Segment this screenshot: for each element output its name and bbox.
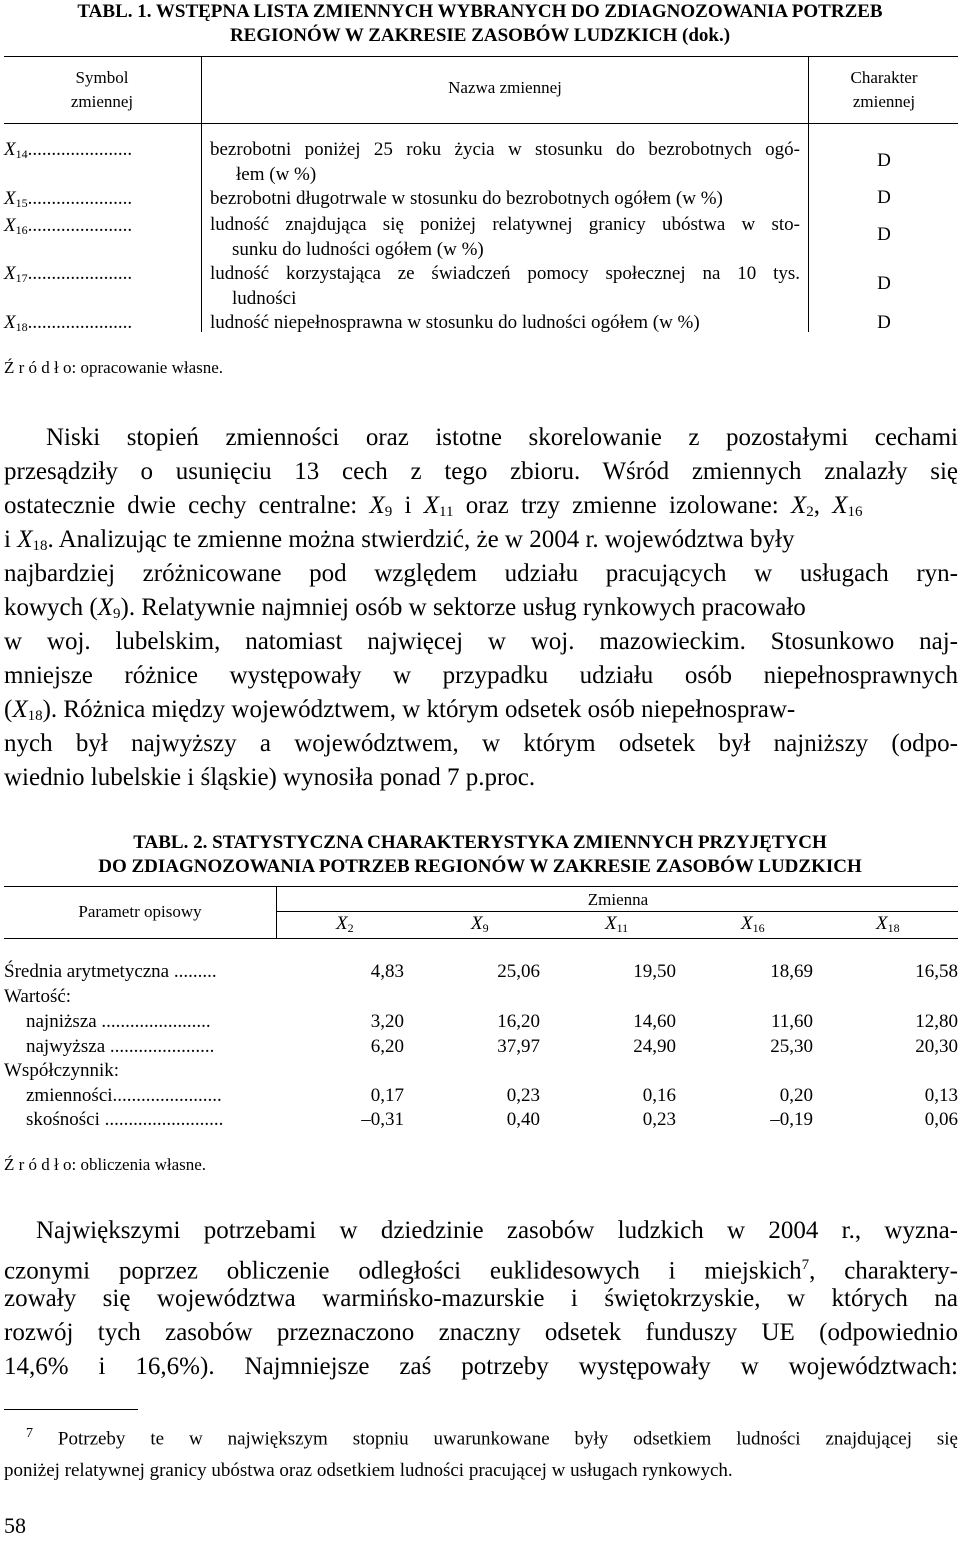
table1-top-rule — [4, 56, 958, 57]
table1-row-symbol — [4, 187, 132, 215]
var-letter: X — [4, 312, 16, 333]
var-letter: X — [17, 526, 33, 553]
table1-title-line2: REGIONÓW W ZAKRESIE ZASOBÓW LUDZKICH (dok.) — [229, 25, 731, 46]
paragraph2-line: 14,6% i 16,6%). Najmniejsze zaś potrzeby występowały w województwach: — [4, 1353, 958, 1380]
table1-row-character: D — [877, 312, 891, 333]
table2-source: Ź r ó d ł o: obliczenia własne. — [4, 1155, 207, 1174]
table2-cell: 11,60 — [770, 1011, 813, 1032]
table1-row-symbol — [4, 262, 132, 290]
leader-dots: ...................... — [27, 312, 133, 333]
var-letter: X — [4, 139, 16, 160]
table2-cell: 6,20 — [370, 1036, 404, 1057]
var-letter: X — [369, 492, 385, 519]
paragraph2-line: zowały się województwa warmińsko-mazurskie i świętokrzyskie, w których na — [4, 1285, 958, 1312]
table2-row-label: najwyższa ...................... — [26, 1036, 215, 1057]
paragraph1-line: nych był najwyższy a województwem, w którym odsetek był najniższy (odpo- — [4, 730, 958, 757]
leader-dots: ...................... — [27, 139, 133, 160]
table2-column-header — [471, 912, 489, 940]
name-line2: ludności — [232, 288, 297, 309]
var-letter: X — [605, 913, 617, 934]
table2-cell: 24,90 — [633, 1036, 676, 1057]
table2-column-header — [605, 912, 628, 940]
header-char-line1: Charakter — [850, 68, 918, 87]
footnote-ref: 7 — [801, 1257, 810, 1273]
table2-row-label: skośności ......................... — [26, 1109, 224, 1130]
table1-title — [0, 0, 960, 48]
table2-cell: 0,13 — [924, 1085, 958, 1106]
table1-row-name — [210, 186, 800, 211]
var-letter: X — [12, 696, 28, 723]
table1-header-symbol — [4, 66, 200, 114]
table2-title-line1: TABL. 2. STATYSTYCZNA CHARAKTERYSTYKA ZMIENNYCH PRZYJĘTYCH — [133, 832, 827, 853]
table2-cell: 12,80 — [915, 1011, 958, 1032]
var-letter: X — [471, 913, 483, 934]
table2-column-header — [876, 912, 900, 940]
footnote — [4, 1418, 958, 1487]
name-line1: ludność korzystająca ze świadczeń pomocy społecznej na 10 tys. — [210, 263, 800, 284]
var-subscript: 18 — [15, 320, 28, 334]
table1-row-symbol — [4, 138, 132, 166]
table1-row-character: D — [877, 224, 891, 245]
var-subscript: 16 — [752, 921, 765, 935]
table2-cell: 37,97 — [497, 1036, 540, 1057]
footnote-mark: 7 — [26, 1426, 33, 1441]
paragraph2-line: Największymi potrzebami w dziedzinie zasobów ludzkich w 2004 r., wyzna- — [36, 1217, 958, 1244]
table1-title-line1: TABL. 1. WSTĘPNA LISTA ZMIENNYCH WYBRANYCH DO ZDIAGNOZOWANIA POTRZEB — [77, 1, 883, 22]
table2-cell: –0,19 — [770, 1109, 813, 1130]
text-run: ( — [4, 696, 13, 723]
table2-cell: 0,23 — [642, 1109, 676, 1130]
paragraph1-line: mniejsze różnice występowały w przypadku udziału osób niepełnosprawnych — [4, 662, 958, 689]
table2-top-rule — [4, 886, 958, 887]
table2-header-variable: Zmienna — [587, 890, 649, 909]
table2-cell: –0,31 — [361, 1109, 404, 1130]
table2-cell: 25,06 — [497, 961, 540, 982]
leader-dots: ...................... — [27, 188, 133, 209]
table2-cell: 18,69 — [770, 961, 813, 982]
name-line1: ludność znajdująca się poniżej relatywnej granicy ubóstwa w sto- — [210, 214, 800, 235]
footnote-line2: poniżej relatywnej granicy ubóstwa oraz odsetkiem ludności pracującej w usługach rynkowych. — [4, 1460, 733, 1482]
text-run: ). Relatywnie najmniej osób w sektorze usług rynkowych pracowało — [120, 594, 806, 621]
var-subscript: 9 — [482, 921, 489, 935]
table2-cell: 25,30 — [770, 1036, 813, 1057]
table2-cell: 0,17 — [370, 1085, 404, 1106]
text-run: , — [813, 492, 833, 519]
text-run: , charaktery- — [809, 1257, 959, 1285]
table2-column-header — [741, 912, 765, 940]
table1-source: Ź r ó d ł o: opracowanie własne. — [4, 358, 224, 377]
paragraph2-line: rozwój tych zasobów przeznaczono znaczny odsetek funduszy UE (odpowiednio — [4, 1319, 958, 1346]
leader-dots: ...................... — [27, 215, 133, 236]
table2-cell: 16,58 — [915, 961, 958, 982]
paragraph1-line: najbardziej zróżnicowane pod względem udziału pracujących w usługach ryn- — [4, 560, 958, 587]
table2-cell: 20,30 — [915, 1036, 958, 1057]
table1-row-character: D — [877, 273, 891, 294]
var-letter: X — [97, 594, 114, 621]
table2-column-header — [336, 912, 354, 940]
paragraph1-line: przesądziły o usunięciu 13 cech z tego zbioru. Wśród zmiennych znalazły się — [4, 458, 958, 485]
var-subscript: 11 — [439, 504, 454, 520]
var-letter: X — [336, 913, 348, 934]
text-run: czonymi poprzez obliczenie odległości euklidesowych i miejskich — [4, 1257, 802, 1285]
var-subscript: 18 — [887, 921, 900, 935]
var-subscript: 15 — [15, 196, 28, 210]
table2-row-label: Średnia arytmetyczna ......... — [4, 961, 217, 982]
table1-row-symbol — [4, 214, 132, 242]
table2-cell: 3,20 — [370, 1011, 404, 1032]
var-subscript: 2 — [806, 504, 814, 520]
var-subscript: 14 — [15, 147, 28, 161]
table2-title — [0, 831, 960, 879]
var-subscript: 2 — [347, 921, 354, 935]
var-letter: X — [876, 913, 888, 934]
name-line1: ludność niepełnosprawna w stosunku do ludności ogółem (w %) — [210, 312, 700, 333]
text-run: . Analizując te zmienne można stwierdzić, że w 2004 r. województwa były — [47, 526, 795, 553]
table1-header-character — [809, 66, 959, 114]
table2-cell: 0,16 — [642, 1085, 676, 1106]
table2-cell: 0,23 — [506, 1085, 540, 1106]
var-subscript: 18 — [27, 708, 43, 724]
var-letter: X — [832, 492, 848, 519]
table2-cell: 0,06 — [924, 1109, 958, 1130]
var-subscript: 16 — [847, 504, 863, 520]
text-run: Potrzeby te w największym stopniu uwarunkowane były odsetkiem ludności znajdującej się — [33, 1428, 958, 1450]
table2-cell: 4,83 — [370, 961, 404, 982]
text-run: kowych ( — [4, 594, 98, 621]
header-symbol-line1: Symbol — [75, 68, 129, 87]
var-letter: X — [423, 492, 439, 519]
var-subscript: 17 — [15, 271, 28, 285]
var-subscript: 9 — [113, 606, 121, 622]
table2-row-label: zmienności....................... — [26, 1085, 222, 1106]
text-run: i — [392, 492, 424, 519]
table1-row-character: D — [877, 150, 891, 171]
name-line2: łem (w %) — [236, 164, 317, 185]
name-line1: bezrobotni poniżej 25 roku życia w stosunku do bezrobotnych ogó- — [210, 139, 800, 160]
table2-header-param: Parametr opisowy — [78, 902, 202, 921]
table1-row-character: D — [877, 187, 891, 208]
table2-cell: 16,20 — [497, 1011, 540, 1032]
table2-cell: 19,50 — [633, 961, 676, 982]
paragraph1-line: wiednio lubelskie i śląskie) wynosiła ponad 7 p.proc. — [4, 764, 536, 791]
name-line2: sunku do ludności ogółem (w %) — [232, 239, 484, 260]
var-letter: X — [741, 913, 753, 934]
table2-row-label: Współczynnik: — [4, 1060, 120, 1081]
var-subscript: 18 — [32, 538, 48, 554]
var-letter: X — [4, 263, 16, 284]
var-subscript: 16 — [15, 223, 28, 237]
table1-row-symbol — [4, 311, 132, 339]
text-run: i — [4, 526, 18, 553]
footnote-line1 — [4, 1418, 958, 1455]
table1-header-name: Nazwa zmiennej — [448, 78, 562, 97]
table1-row-name — [210, 261, 800, 311]
paragraph1-line: w woj. lubelskim, natomiast najwięcej w woj. mazowieckim. Stosunkowo naj- — [4, 628, 958, 655]
table2-row-label: Wartość: — [4, 986, 72, 1007]
paragraph1-line: Niski stopień zmienności oraz istotne skorelowanie z pozostałymi cechami — [46, 424, 958, 451]
text-run: ). Różnica między województwem, w którym odsetek osób niepełnospraw- — [42, 696, 796, 723]
header-symbol-line2: zmiennej — [70, 92, 134, 111]
table2-cell: 0,40 — [506, 1109, 540, 1130]
text-run: ostatecznie dwie cechy centralne: — [4, 492, 370, 519]
table1-row-name — [210, 137, 800, 187]
footnote-rule — [4, 1409, 138, 1410]
header-char-line2: zmiennej — [852, 92, 916, 111]
table1-row-name — [210, 212, 800, 262]
table2-cell: 14,60 — [633, 1011, 676, 1032]
table2-title-line2: DO ZDIAGNOZOWANIA POTRZEB REGIONÓW W ZAKRESIE ZASOBÓW LUDZKICH — [98, 856, 862, 877]
text-run: oraz trzy zmienne izolowane: — [453, 492, 791, 519]
name-line1: bezrobotni długotrwale w stosunku do bezrobotnych ogółem (w %) — [210, 188, 723, 209]
leader-dots: ...................... — [27, 263, 133, 284]
table2-cell: 0,20 — [779, 1085, 813, 1106]
table2-row-label: najniższa ....................... — [26, 1011, 211, 1032]
table1-header-rule — [4, 123, 958, 124]
page-number: 58 — [4, 1513, 26, 1538]
var-letter: X — [4, 188, 16, 209]
var-subscript: 11 — [616, 921, 629, 935]
var-subscript: 9 — [384, 504, 393, 520]
var-letter: X — [4, 215, 16, 236]
var-letter: X — [790, 492, 807, 519]
table1-row-name — [210, 310, 800, 335]
